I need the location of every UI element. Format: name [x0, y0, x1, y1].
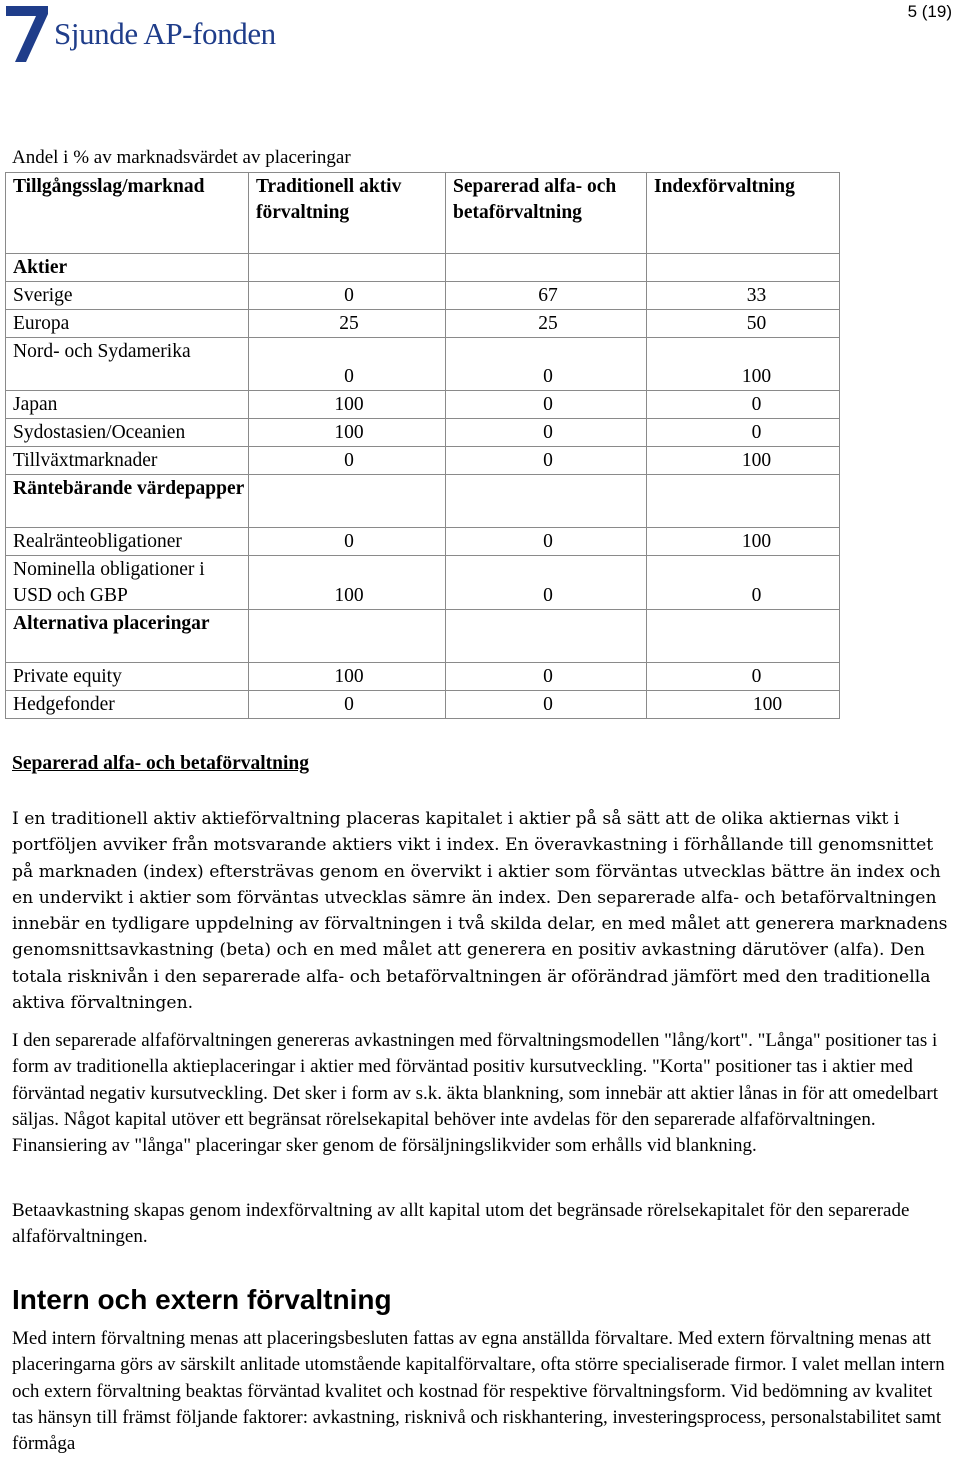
- table-cell: 0: [647, 663, 840, 691]
- table-cell: 67: [446, 282, 647, 310]
- table-cell: 0: [446, 338, 647, 391]
- row-label: Sverige: [6, 282, 249, 310]
- table-cell: 0: [446, 528, 647, 556]
- table-cell: 33: [647, 282, 840, 310]
- table-row: [6, 338, 840, 391]
- table-cell: 100: [647, 447, 840, 475]
- page-heading: Intern och extern förvaltning: [12, 1284, 392, 1315]
- table-row: [6, 447, 840, 475]
- table-cell: 100: [249, 663, 446, 691]
- table-cell: 25: [446, 310, 647, 338]
- table-row: [6, 310, 840, 338]
- table-cell: 0: [249, 282, 446, 310]
- table-cell: 50: [647, 310, 840, 338]
- row-label: Nominella obligationer i USD och GBP: [6, 556, 249, 610]
- table-section-row: [6, 254, 840, 282]
- table-cell: [446, 254, 647, 282]
- table-section-row: [6, 610, 840, 663]
- table-cell: 100: [647, 338, 840, 391]
- table-cell: [249, 610, 446, 663]
- table-row: [6, 528, 840, 556]
- row-label: Hedgefonder: [6, 691, 249, 719]
- table-cell: 100: [249, 419, 446, 447]
- table-cell: 0: [249, 528, 446, 556]
- table-cell: 0: [446, 691, 647, 719]
- table-cell: 0: [647, 419, 840, 447]
- row-label: Japan: [6, 391, 249, 419]
- row-label: Räntebärande värdepapper: [6, 475, 249, 528]
- seven-logo-icon: [4, 2, 50, 64]
- table-row: [6, 282, 840, 310]
- table-cell: [647, 475, 840, 528]
- paragraph: I den separerade alfaförvaltningen genereras avkastningen med förvaltningsmodellen "lång/kort". "Långa" positioner tas i form av traditionella aktieplaceringar i aktier med förväntad positiv kursutveckling. "Korta" positioner tas i aktier med förväntad negativ kursutveckling. Det sker i form av s.k. äkta blankning, som innebär att aktier lånas in för att omedelbart säljas. Något kapital utöver ett begränsat rörelsekapital behöver inte avdelas för den separerade alfaförvaltningen. Finansiering av "långa" placeringar sker genom de försäljningslikvider som erhålls vid blankning.: [12, 1030, 938, 1157]
- table-cell: [249, 475, 446, 528]
- paragraph: I en traditionell aktiv aktieförvaltning placeras kapitalet i aktier på så sätt att de olika aktiernas vikt i portföljen avviker från motsvarande aktiers vikt i index. En överavkastning i förhållande till genomsnittet på marknaden (index) eftersträvas genom en övervikt i aktier som förväntas utvecklas bättre än index och en undervikt i aktier som förväntas utvecklas sämre än index. Den separerade alfa- och betaförvaltningen innebär en tydligare uppdelning av förvaltningen i två skilda delar, en med målet att generera marknadens genomsnittsavkastning (beta) och en med målet att generera en positiv avkastning därutöver (alfa). Den totala risknivån i den separerade alfa- och betaförvaltningen är oförändrad jämfört med den traditionella aktiva förvaltningen.: [12, 809, 948, 1014]
- table-cell: 0: [249, 338, 446, 391]
- table-cell: 25: [249, 310, 446, 338]
- table-caption: Andel i % av marknadsvärdet av placeringar: [12, 147, 351, 168]
- row-label: Aktier: [6, 254, 249, 282]
- table-cell: 0: [446, 419, 647, 447]
- section-heading: Separerad alfa- och betaförvaltning: [12, 753, 309, 774]
- table-cell: 100: [647, 691, 840, 719]
- row-label: Tillväxtmarknader: [6, 447, 249, 475]
- row-label: Nord- och Sydamerika: [6, 338, 249, 391]
- table-cell: 100: [249, 391, 446, 419]
- fund-logo: [4, 2, 274, 66]
- table-cell: 0: [647, 556, 840, 610]
- table-cell: 0: [249, 447, 446, 475]
- table-cell: [647, 254, 840, 282]
- table-cell: 100: [647, 528, 840, 556]
- table-cell: 0: [249, 691, 446, 719]
- table-cell: [446, 475, 647, 528]
- table-cell: [647, 610, 840, 663]
- row-label: Realränteobligationer: [6, 528, 249, 556]
- table-row: [6, 663, 840, 691]
- table-cell: 0: [647, 391, 840, 419]
- table-cell: 100: [249, 556, 446, 610]
- table-row: [6, 691, 840, 719]
- row-label: Europa: [6, 310, 249, 338]
- paragraph: Betaavkastning skapas genom indexförvaltning av allt kapital utom det begränsade rörelsekapitalet för den separerade alfaförvaltningen.: [12, 1200, 910, 1248]
- table-row: [6, 419, 840, 447]
- row-label: Private equity: [6, 663, 249, 691]
- table-cell: 0: [446, 447, 647, 475]
- page-number: 5 (19): [907, 2, 952, 21]
- table-cell: [249, 254, 446, 282]
- column-header: Tillgångsslag/marknad: [6, 173, 249, 254]
- allocation-table: [5, 172, 840, 719]
- table-row: [6, 391, 840, 419]
- logo-text: Sjunde AP-fonden: [54, 16, 276, 51]
- column-header: Indexförvaltning: [647, 173, 840, 254]
- paragraph: Med intern förvaltning menas att placeringsbesluten fattas av egna anställda förvaltare. Med extern förvaltning menas att placeringarna görs av särskilt anlitade utomstående kapitalförvaltare, ofta större specialiserade firmor. I valet mellan intern och extern förvaltning beaktas förväntad kvalitet och kostnad för respektive förvaltningsform. Vid bedömning av kvalitet tas hänsyn till främst följande faktorer: avkastning, risknivå och riskhantering, investeringsprocess, personalstabilitet samt förmåga: [12, 1328, 945, 1455]
- table-section-row: [6, 475, 840, 528]
- table-cell: [446, 610, 647, 663]
- row-label: Sydostasien/Oceanien: [6, 419, 249, 447]
- row-label: Alternativa placeringar: [6, 610, 249, 663]
- table-cell: 0: [446, 663, 647, 691]
- table-cell: 0: [446, 556, 647, 610]
- column-header: Traditionell aktiv förvaltning: [249, 173, 446, 254]
- table-row: [6, 556, 840, 610]
- table-cell: 0: [446, 391, 647, 419]
- column-header: Separerad alfa- och betaförvaltning: [446, 173, 647, 254]
- table-header-row: [6, 173, 840, 254]
